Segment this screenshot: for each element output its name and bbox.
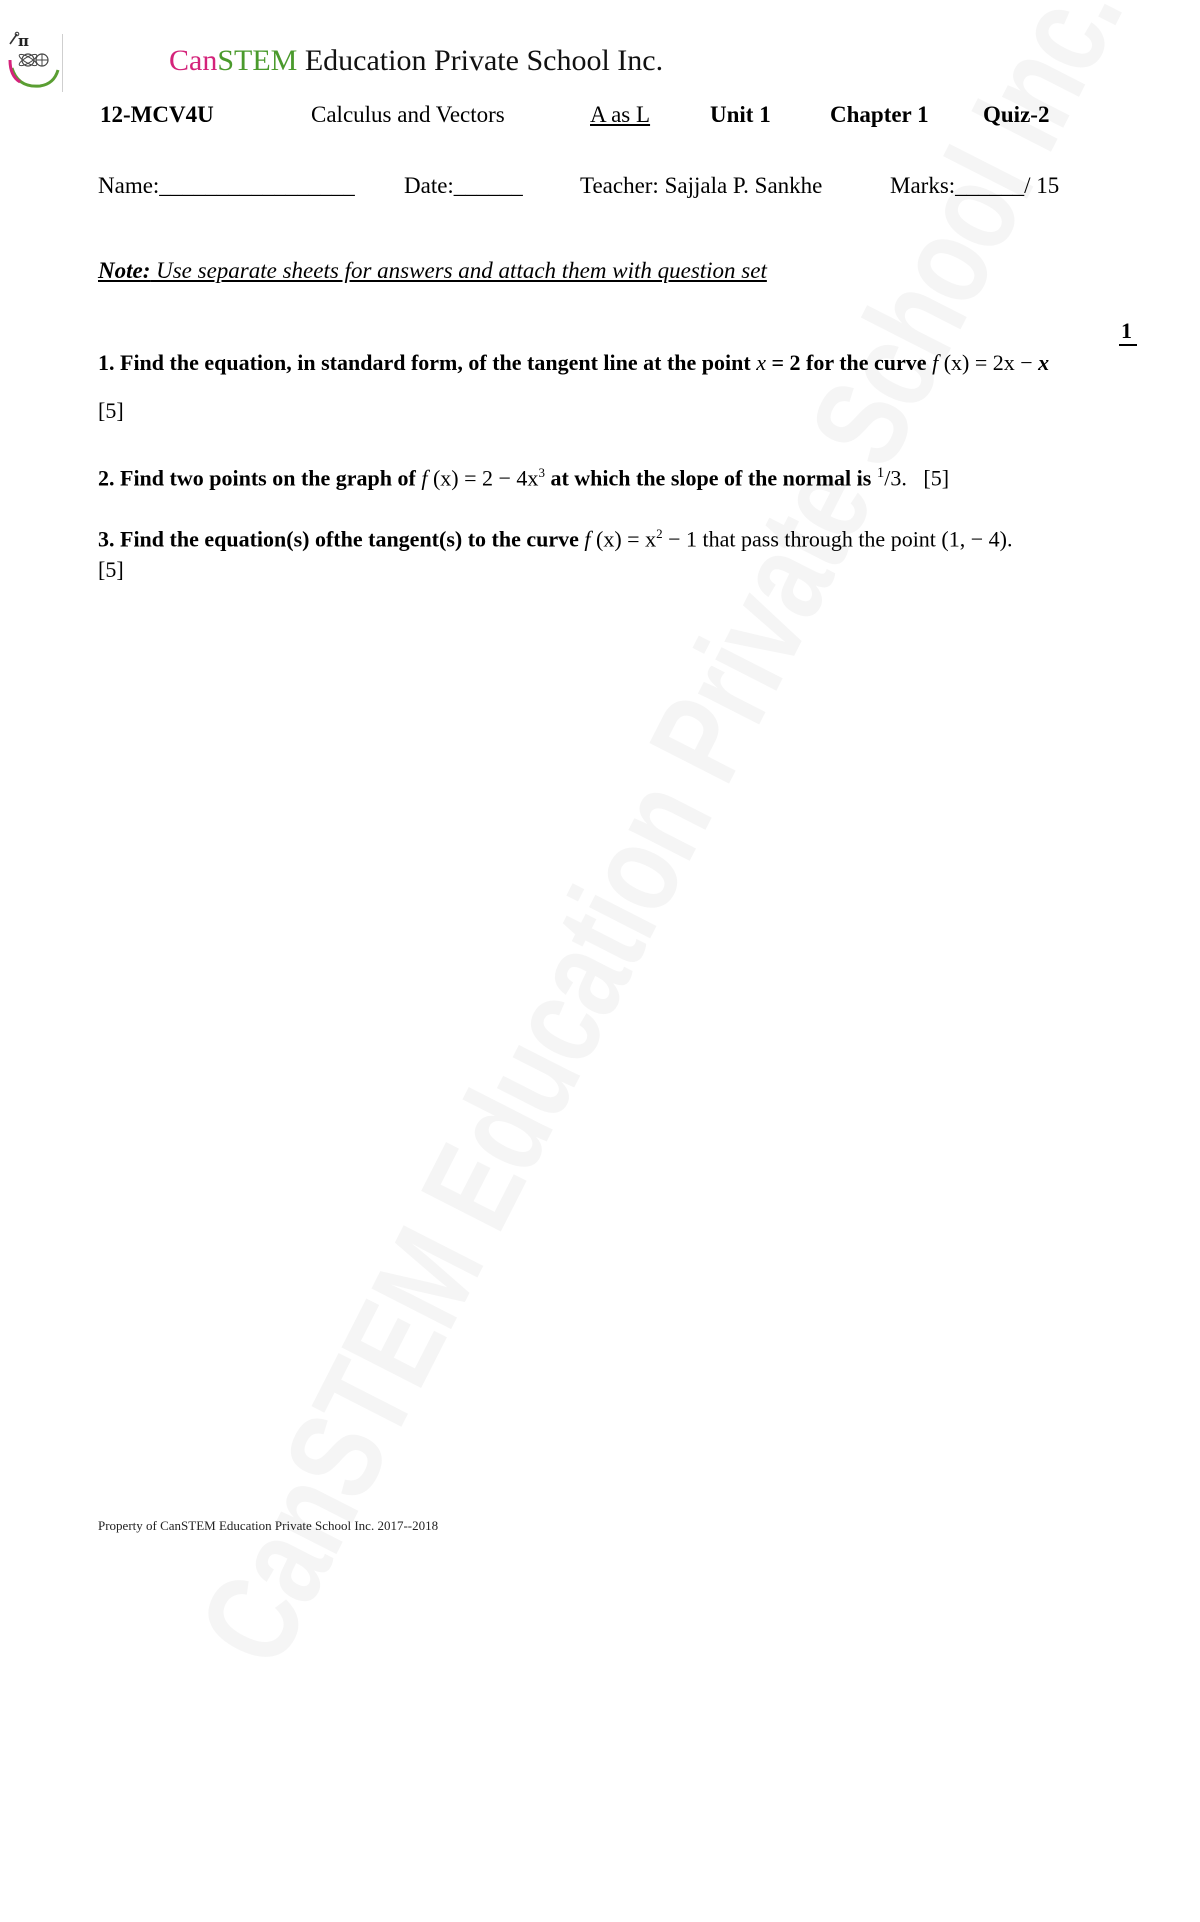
teacher-label: Teacher: Sajjala P. Sankhe — [580, 173, 823, 198]
course-name: Calculus and Vectors — [311, 102, 505, 127]
question-3: 3. Find the equation(s) ofthe tangent(s) to the curve f $(x) = x^2 - 1$ that pass through the point (1, − 4). — [98, 526, 1013, 552]
question-1: 1. Find the equation, in standard form, of the tangent line at the point x = 2 for the curve f (x) = 2x − x — [98, 350, 1050, 375]
q1-fraction-numerator: 1 — [1121, 318, 1132, 343]
note-text: Use separate sheets for answers and attach them with question set — [150, 258, 767, 283]
logo-divider — [62, 34, 63, 92]
marks-field: Marks:______/ 15 — [890, 173, 1060, 198]
name-field: Name:_________________ — [98, 173, 355, 198]
assessment-type: A as L — [590, 102, 651, 127]
question-2: 2. Find two points on the graph of f $(x) = 2 - 4x^3$ at which the slope of the normal is $^1$/3. [5] — [98, 465, 950, 491]
course-code: 12-MCV4U — [100, 102, 214, 127]
unit-label: Unit 1 — [710, 102, 771, 127]
school-title: CanSTEM Education Private School Inc. — [169, 44, 664, 77]
note — [98, 258, 767, 284]
svg-text:π: π — [18, 32, 29, 50]
q3-marks: [5] — [98, 557, 124, 582]
q1-marks: [5] — [98, 398, 124, 423]
date-field: Date:______ — [404, 173, 523, 198]
q1-fraction-denominator: x — [1038, 350, 1050, 375]
note-label: Note: — [98, 258, 151, 283]
q1-number: 1. — [98, 350, 115, 375]
quiz-label: Quiz-2 — [983, 102, 1050, 127]
chapter-label: Chapter 1 — [830, 102, 929, 127]
watermark — [49, 0, 1200, 1922]
q1-fraction-bar — [1119, 344, 1137, 346]
footer: Property of CanSTEM Education Private School Inc. 2017--2018 — [98, 1518, 439, 1533]
school-logo-icon — [6, 30, 64, 92]
